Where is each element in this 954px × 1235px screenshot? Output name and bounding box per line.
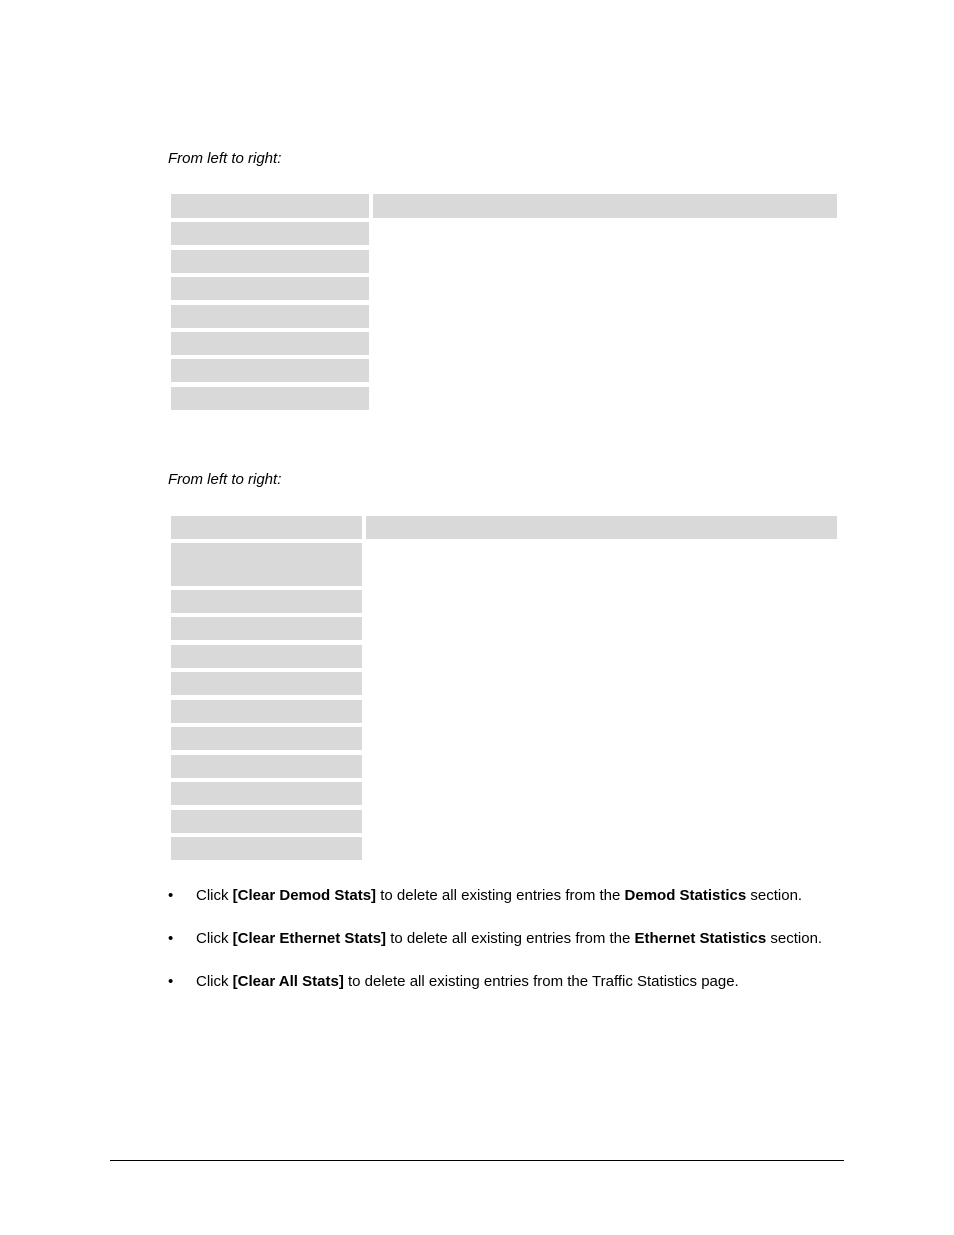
table-1-row-label bbox=[171, 359, 369, 382]
table-2-row-label bbox=[171, 755, 362, 778]
table-2-row-label bbox=[171, 727, 362, 750]
table-2-row-label bbox=[171, 810, 362, 833]
table-1-row-label bbox=[171, 305, 369, 328]
clear-demod-stats-label: [Clear Demod Stats] bbox=[232, 887, 377, 904]
table-2-row-label bbox=[171, 590, 362, 613]
table-2-row-label bbox=[171, 837, 362, 860]
clear-ethernet-stats-label: [Clear Ethernet Stats] bbox=[232, 930, 387, 947]
bullet-clear-ethernet-stats: • Click [Clear Ethernet Stats] to delete all existing entries from the Ethernet Statistics section. bbox=[168, 927, 868, 970]
table-1-row-label bbox=[171, 387, 369, 410]
section1-intro: From left to right: bbox=[168, 150, 282, 167]
ethernet-statistics-label: Ethernet Statistics bbox=[634, 930, 767, 947]
table-2-row-label bbox=[171, 700, 362, 723]
table-2-row-label bbox=[171, 782, 362, 805]
table-2-row-label bbox=[171, 645, 362, 668]
table-1-row-label bbox=[171, 277, 369, 300]
table-2-row-label bbox=[171, 617, 362, 640]
bullet-dot: • bbox=[168, 930, 174, 947]
table-1-row-label bbox=[171, 332, 369, 355]
bullet-clear-demod-stats: • Click [Clear Demod Stats] to delete all existing entries from the Demod Statistics section. bbox=[168, 884, 868, 927]
bullet-dot: • bbox=[168, 973, 174, 990]
table-2-row-label bbox=[171, 543, 362, 586]
table-2-header-col2 bbox=[366, 516, 837, 539]
action-bullet-list bbox=[168, 884, 868, 1013]
table-2-header-col1 bbox=[171, 516, 362, 539]
table-1-header-col2 bbox=[373, 194, 837, 218]
table-1-header-col1 bbox=[171, 194, 369, 218]
bullet-clear-all-stats: • Click [Clear All Stats] to delete all existing entries from the Traffic Statistics page. bbox=[168, 970, 868, 1013]
bullet-dot: • bbox=[168, 887, 174, 904]
table-1-row-label bbox=[171, 222, 369, 245]
clear-all-stats-label: [Clear All Stats] bbox=[232, 973, 344, 990]
section2-intro: From left to right: bbox=[168, 471, 282, 488]
footer-divider bbox=[110, 1160, 844, 1161]
table-2-row-label bbox=[171, 672, 362, 695]
table-1-row-label bbox=[171, 250, 369, 273]
demod-statistics-label: Demod Statistics bbox=[624, 887, 747, 904]
